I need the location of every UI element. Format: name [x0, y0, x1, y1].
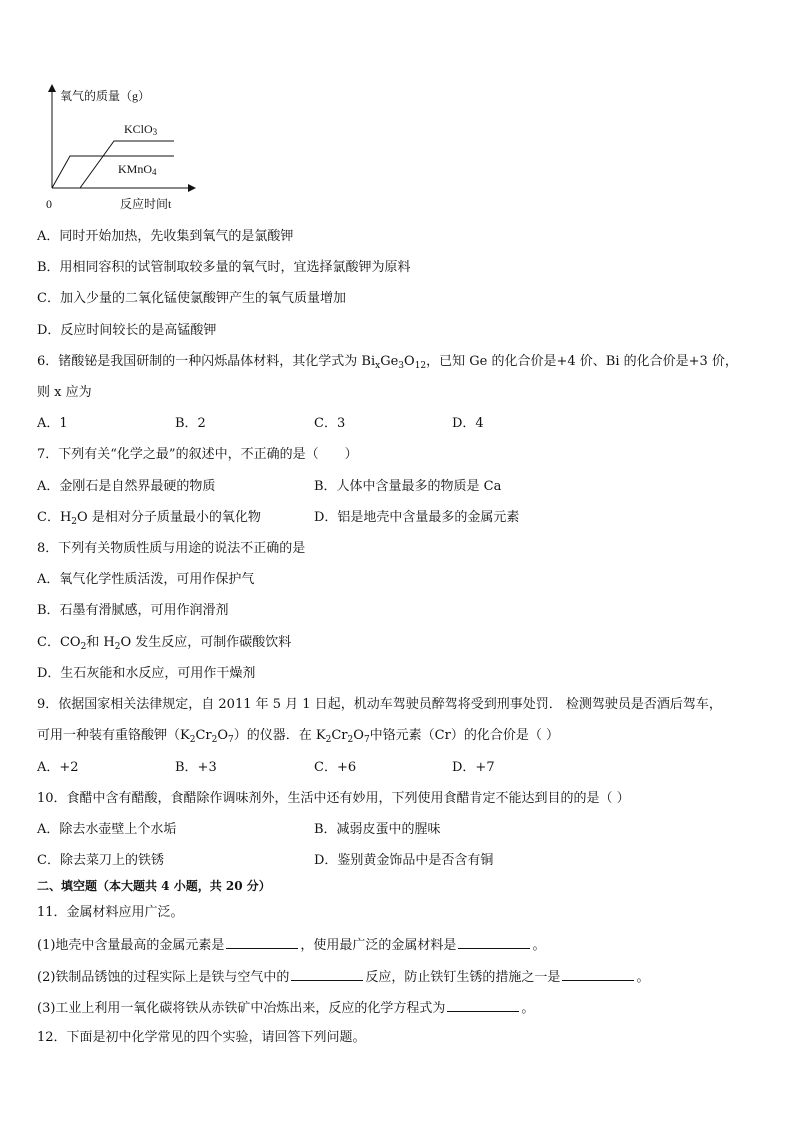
q7-option-c: C．$H_2O$ 是相对分子质量最小的氧化物 [37, 510, 261, 527]
q7-stem: 7．下列有关“化学之最”的叙述中，不正确的是（ ） [37, 447, 358, 462]
q5-option-a: A．同时开始加热，先收集到氧气的是氯酸钾 [37, 229, 294, 244]
q8-option-d: D．生石灰能和水反应，可用作干燥剂 [37, 666, 256, 681]
q10-option-a: A．除去水壶壁上个水垢 [37, 822, 177, 837]
q9-option-a: A．+2 [37, 760, 79, 775]
q8-option-a: A．氧气化学性质活泼，可用作保护气 [37, 572, 255, 587]
answer-blank[interactable] [562, 966, 634, 981]
q6-stem-line2: 则 x 应为 [37, 385, 92, 400]
q6-option-a: A．1 [37, 416, 68, 431]
y-axis-label: 氧气的质量（g） [60, 89, 151, 103]
q7-option-b: B．人体中含量最多的物质是 Ca [314, 479, 502, 494]
q5-option-d: D．反应时间较长的是高锰酸钾 [37, 323, 217, 338]
origin-label: 0 [46, 197, 52, 211]
q9-stem: 9．依据国家相关法律规定，自 2011 年 5 月 1 日起，机动车驾驶员醉驾将受到刑事处罚． 检测驾驶员是否酒后驾车， [37, 697, 722, 712]
q11-part1: (1)地壳中含量最高的金属元素是 ，使用最广泛的金属材料是 。 [37, 934, 545, 956]
q6-option-c: C．3 [314, 416, 346, 431]
x-axis-label: 反应时间t [120, 197, 172, 211]
q11-part2: (2)铁制品锈蚀的过程实际上是铁与空气中的 反应，防止铁钉生锈的措施之一是 。 [37, 966, 649, 988]
q6-option-d: D．4 [452, 416, 484, 431]
q9-option-c: C．+6 [314, 760, 357, 775]
q6-option-b: B．2 [175, 416, 206, 431]
q6-stem: 6．锗酸铋是我国研制的一种闪烁晶体材料，其化学式为 $Bi_xGe_3O_{12}$，已知 Ge 的化合价是+4 价、Bi 的化合价是+3 价， [37, 354, 738, 371]
q10-option-d: D．鉴别黄金饰品中是否含有铜 [314, 853, 494, 868]
answer-blank[interactable] [447, 997, 519, 1012]
q12-stem: 12．下面是初中化学常见的四个实验，请回答下列问题。 [37, 1030, 366, 1045]
answer-blank[interactable] [226, 934, 298, 949]
series-label-kclo3: KClO3 [124, 122, 158, 137]
q7-option-a: A．金刚石是自然界最硬的物质 [37, 479, 216, 494]
q5-option-b: B．用相同容积的试管制取较多量的氧气时，宜选择氯酸钾为原料 [37, 260, 411, 275]
q10-option-b: B．减弱皮蛋中的腥味 [314, 822, 441, 837]
q11-stem: 11．金属材料应用广泛。 [37, 905, 184, 920]
q9-option-b: B．+3 [175, 760, 217, 775]
q8-option-c: C．$CO_2$和 $H_2O$ 发生反应，可制作碳酸饮料 [37, 635, 292, 652]
q11-part3: (3)工业上利用一氧化碳将铁从赤铁矿中冶炼出来，反应的化学方程式为 。 [37, 997, 534, 1019]
q9-option-d: D．+7 [452, 760, 495, 775]
q7-option-d: D．铝是地壳中含量最多的金属元素 [314, 510, 520, 525]
q10-stem: 10．食醋中含有醋酸，食醋除作调味剂外，生活中还有妙用，下列使用食醋肯定不能达到目的的是（ ） [37, 791, 630, 806]
oxygen-mass-chart [40, 84, 200, 216]
answer-blank[interactable] [291, 966, 363, 981]
answer-blank[interactable] [458, 934, 530, 949]
q10-option-c: C．除去菜刀上的铁锈 [37, 853, 164, 868]
q9-stem-line2: 可用一种装有重铬酸钾$(K_2Cr_2O_7)$的仪器．在 $K_2Cr_2O_7$中铬元素（Cr）的化合价是（ ） [37, 728, 559, 745]
section-heading-fill-in: 二、填空题（本大题共 4 小题，共 20 分） [37, 879, 271, 893]
q8-stem: 8．下列有关物质性质与用途的说法不正确的是 [37, 541, 306, 556]
q8-option-b: B．石墨有滑腻感，可用作润滑剂 [37, 603, 229, 618]
q5-option-c: C．加入少量的二氧化锰使氯酸钾产生的氧气质量增加 [37, 291, 346, 306]
series-label-kmno4: KMnO4 [118, 162, 157, 177]
